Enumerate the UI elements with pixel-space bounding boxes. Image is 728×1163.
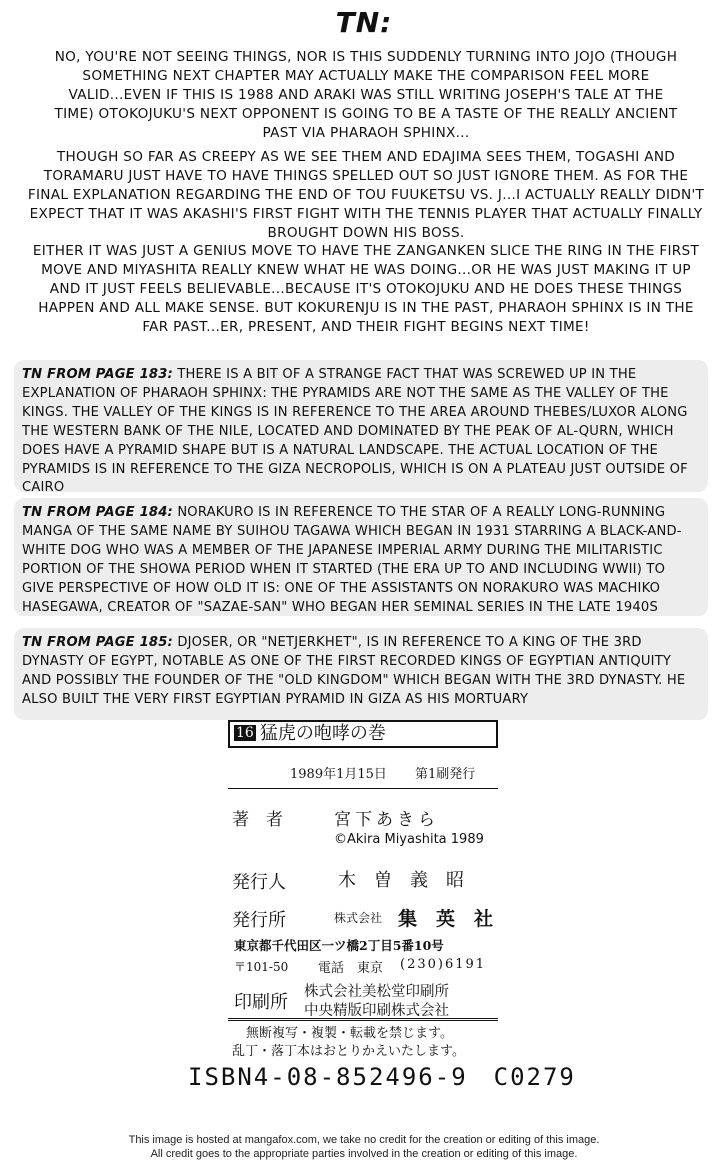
note-page-184: [14, 498, 708, 616]
tn-paragraph: NO, YOU'RE NOT SEEING THINGS, NOR IS THIS SUDDENLY TURNING INTO JOJO (THOUGH SOMETHING NEXT CHAPTER MAY ACTUALLY MAKE THE COMPARISON FEEL MORE VALID...EVEN IF THIS IS 1988 AND ARAKI WAS STILL WRITING JOSEPH'S TALE AT THE TIME) OTOKOJUKU'S NEXT OPPONENT IS GOING TO BE A TASTE OF THE REALLY ANCIENT PAST VIA PHARAOH SPHINX...: [54, 49, 678, 141]
note-page-185: [14, 628, 708, 720]
edition: 第1刷発行: [415, 767, 476, 782]
publication-date: 1989年1月15日: [290, 767, 387, 782]
note-page-183: [14, 360, 708, 496]
printer-1: 株式会社美松堂印刷所: [304, 984, 449, 1000]
tn-paragraph: THOUGH SO FAR AS CREEPY AS WE SEE THEM AND EDAJIMA SEES THEM, TOGASHI AND TORAMARU JUST HAVE TO HAVE THINGS SPELLED OUT SO JUST IGNORE THEM. AS FOR THE FINAL EXPLANATION REGARDING THE END OF TOU FUUKETSU VS. J...I ACTUALLY REALLY DIDN'T EXPECT THAT IT WAS AKASHI'S FIRST FIGHT WITH THE TENNIS PLAYER THAT ACTUALLY FINALLY BROUGHT DOWN HIS BOSS.: [27, 149, 705, 241]
divider: [228, 1018, 498, 1021]
printer-label: 印刷所: [234, 992, 288, 1013]
publisher-person-label: 発行人: [232, 872, 286, 893]
volume-number: 16: [236, 725, 254, 741]
notice-replacement: 乱丁・落丁本はおとりかえいたします。: [232, 1044, 465, 1059]
publisher-label: 発行所: [232, 910, 286, 931]
book-title-box: [228, 720, 498, 748]
tn-heading: TN:: [335, 6, 393, 39]
isbn: ISBN4-08-852496-9 C0279: [188, 1063, 576, 1091]
address: 東京都千代田区一ツ橋2丁目5番10号: [234, 938, 444, 953]
postal-code: 〒101-50: [234, 960, 289, 974]
phone-number: (230)6191: [400, 957, 487, 972]
note-text: NORAKURO IS IN REFERENCE TO THE STAR OF A REALLY LONG-RUNNING MANGA OF THE SAME NAME BY SUIHOU TAGAWA WHICH BEGAN IN 1931 STARRING A BLACK-AND-WHITE DOG WHO WAS A MEMBER OF THE JAPANESE IMPERIAL ARMY DURING THE MILITARISTIC PORTION OF THE SHOWA PERIOD WHEN IT STARTED (THE ERA UP TO AND INCLUDING WWII) TO GIVE PERSPECTIVE OF HOW OLD IT IS: ONE OF THE ASSISTANTS ON NORAKURO WAS MACHIKO HASEGAWA, CREATOR OF "SAZAE-SAN" WHO BEGAN HER SEMINAL SERIES IN THE LATE 1940S: [22, 505, 682, 615]
divider: [228, 788, 498, 789]
note-label: TN FROM PAGE 184:: [22, 505, 173, 520]
copyright: ©Akira Miyashita 1989: [334, 832, 484, 847]
phone-label: 電話 東京: [318, 961, 384, 976]
printer-2: 中央精版印刷株式会社: [304, 1003, 449, 1019]
credit-notice: All credit goes to the appropriate parties involved in the creation or editing of this image.: [150, 1148, 578, 1160]
tn-paragraph: EITHER IT WAS JUST A GENIUS MOVE TO HAVE THE ZANGANKEN SLICE THE RING IN THE FIRST MOVE AND MIYASHITA REALLY KNEW WHAT HE WAS DOING...OR HE WAS JUST MAKING IT UP AND IT JUST FEELS BELIEVABLE...BECAUSE IT'S OTOKOJUKU AND HE DOES THESE THINGS HAPPEN AND ALL MAKE SENSE. BUT KOKURENJU IS IN THE PAST, PHARAOH SPHINX IS IN THE FAR PAST...ER, PRESENT, AND THEIR FIGHT BEGINS NEXT TIME!: [32, 243, 700, 335]
note-label: TN FROM PAGE 185:: [22, 635, 173, 650]
publisher-kk: 株式会社: [334, 911, 383, 925]
author-name: 宮下あきら: [334, 810, 439, 830]
hosting-notice: This image is hosted at mangafox.com, we take no credit for the creation or editing of this image.: [128, 1134, 600, 1146]
note-label: TN FROM PAGE 183:: [22, 367, 173, 382]
note-text: DJOSER, OR "NETJERKHET", IS IN REFERENCE TO A KING OF THE 3RD DYNASTY OF EGYPT, NOTABLE AS ONE OF THE FIRST RECORDED KINGS OF EGYPTIAN ANTIQUITY AND POSSIBLY THE FOUNDER OF THE "OLD KINGDOM" WHICH BEGAN WITH THE 3RD DYNASTY. HE ALSO BUILT THE VERY FIRST EGYPTIAN PYRAMID IN GIZA AS HIS MORTUARY: [22, 635, 686, 707]
notice-no-copy: 無断複写・複製・転載を禁じます。: [246, 1026, 453, 1041]
publisher-name: 集 英 社: [398, 908, 494, 930]
note-text: THERE IS A BIT OF A STRANGE FACT THAT WAS SCREWED UP IN THE EXPLANATION OF PHARAOH SPHINX: THE PYRAMIDS ARE NOT THE SAME AS THE VALLEY OF THE KINGS. THE VALLEY OF THE KINGS IS IN REFERENCE TO THE AREA AROUND THEBES/LUXOR ALONG THE WESTERN BANK OF THE NILE, LOCATED AND DOMINATED BY THE PEAK OF AL-QURN, WHICH DOES HAVE A PYRAMID SHAPE BUT IS A NATURAL LANDSCAPE. THE ACTUAL LOCATION OF THE PYRAMIDS IS IN REFERENCE TO THE GIZA NECROPOLIS, WHICH IS ON A PLATEAU JUST OUTSIDE OF CAIRO: [22, 367, 688, 496]
book-title: 猛虎の咆哮の巻: [259, 723, 386, 744]
publisher-person: 木 曽 義 昭: [338, 870, 464, 891]
author-label: 著 者: [232, 810, 283, 830]
